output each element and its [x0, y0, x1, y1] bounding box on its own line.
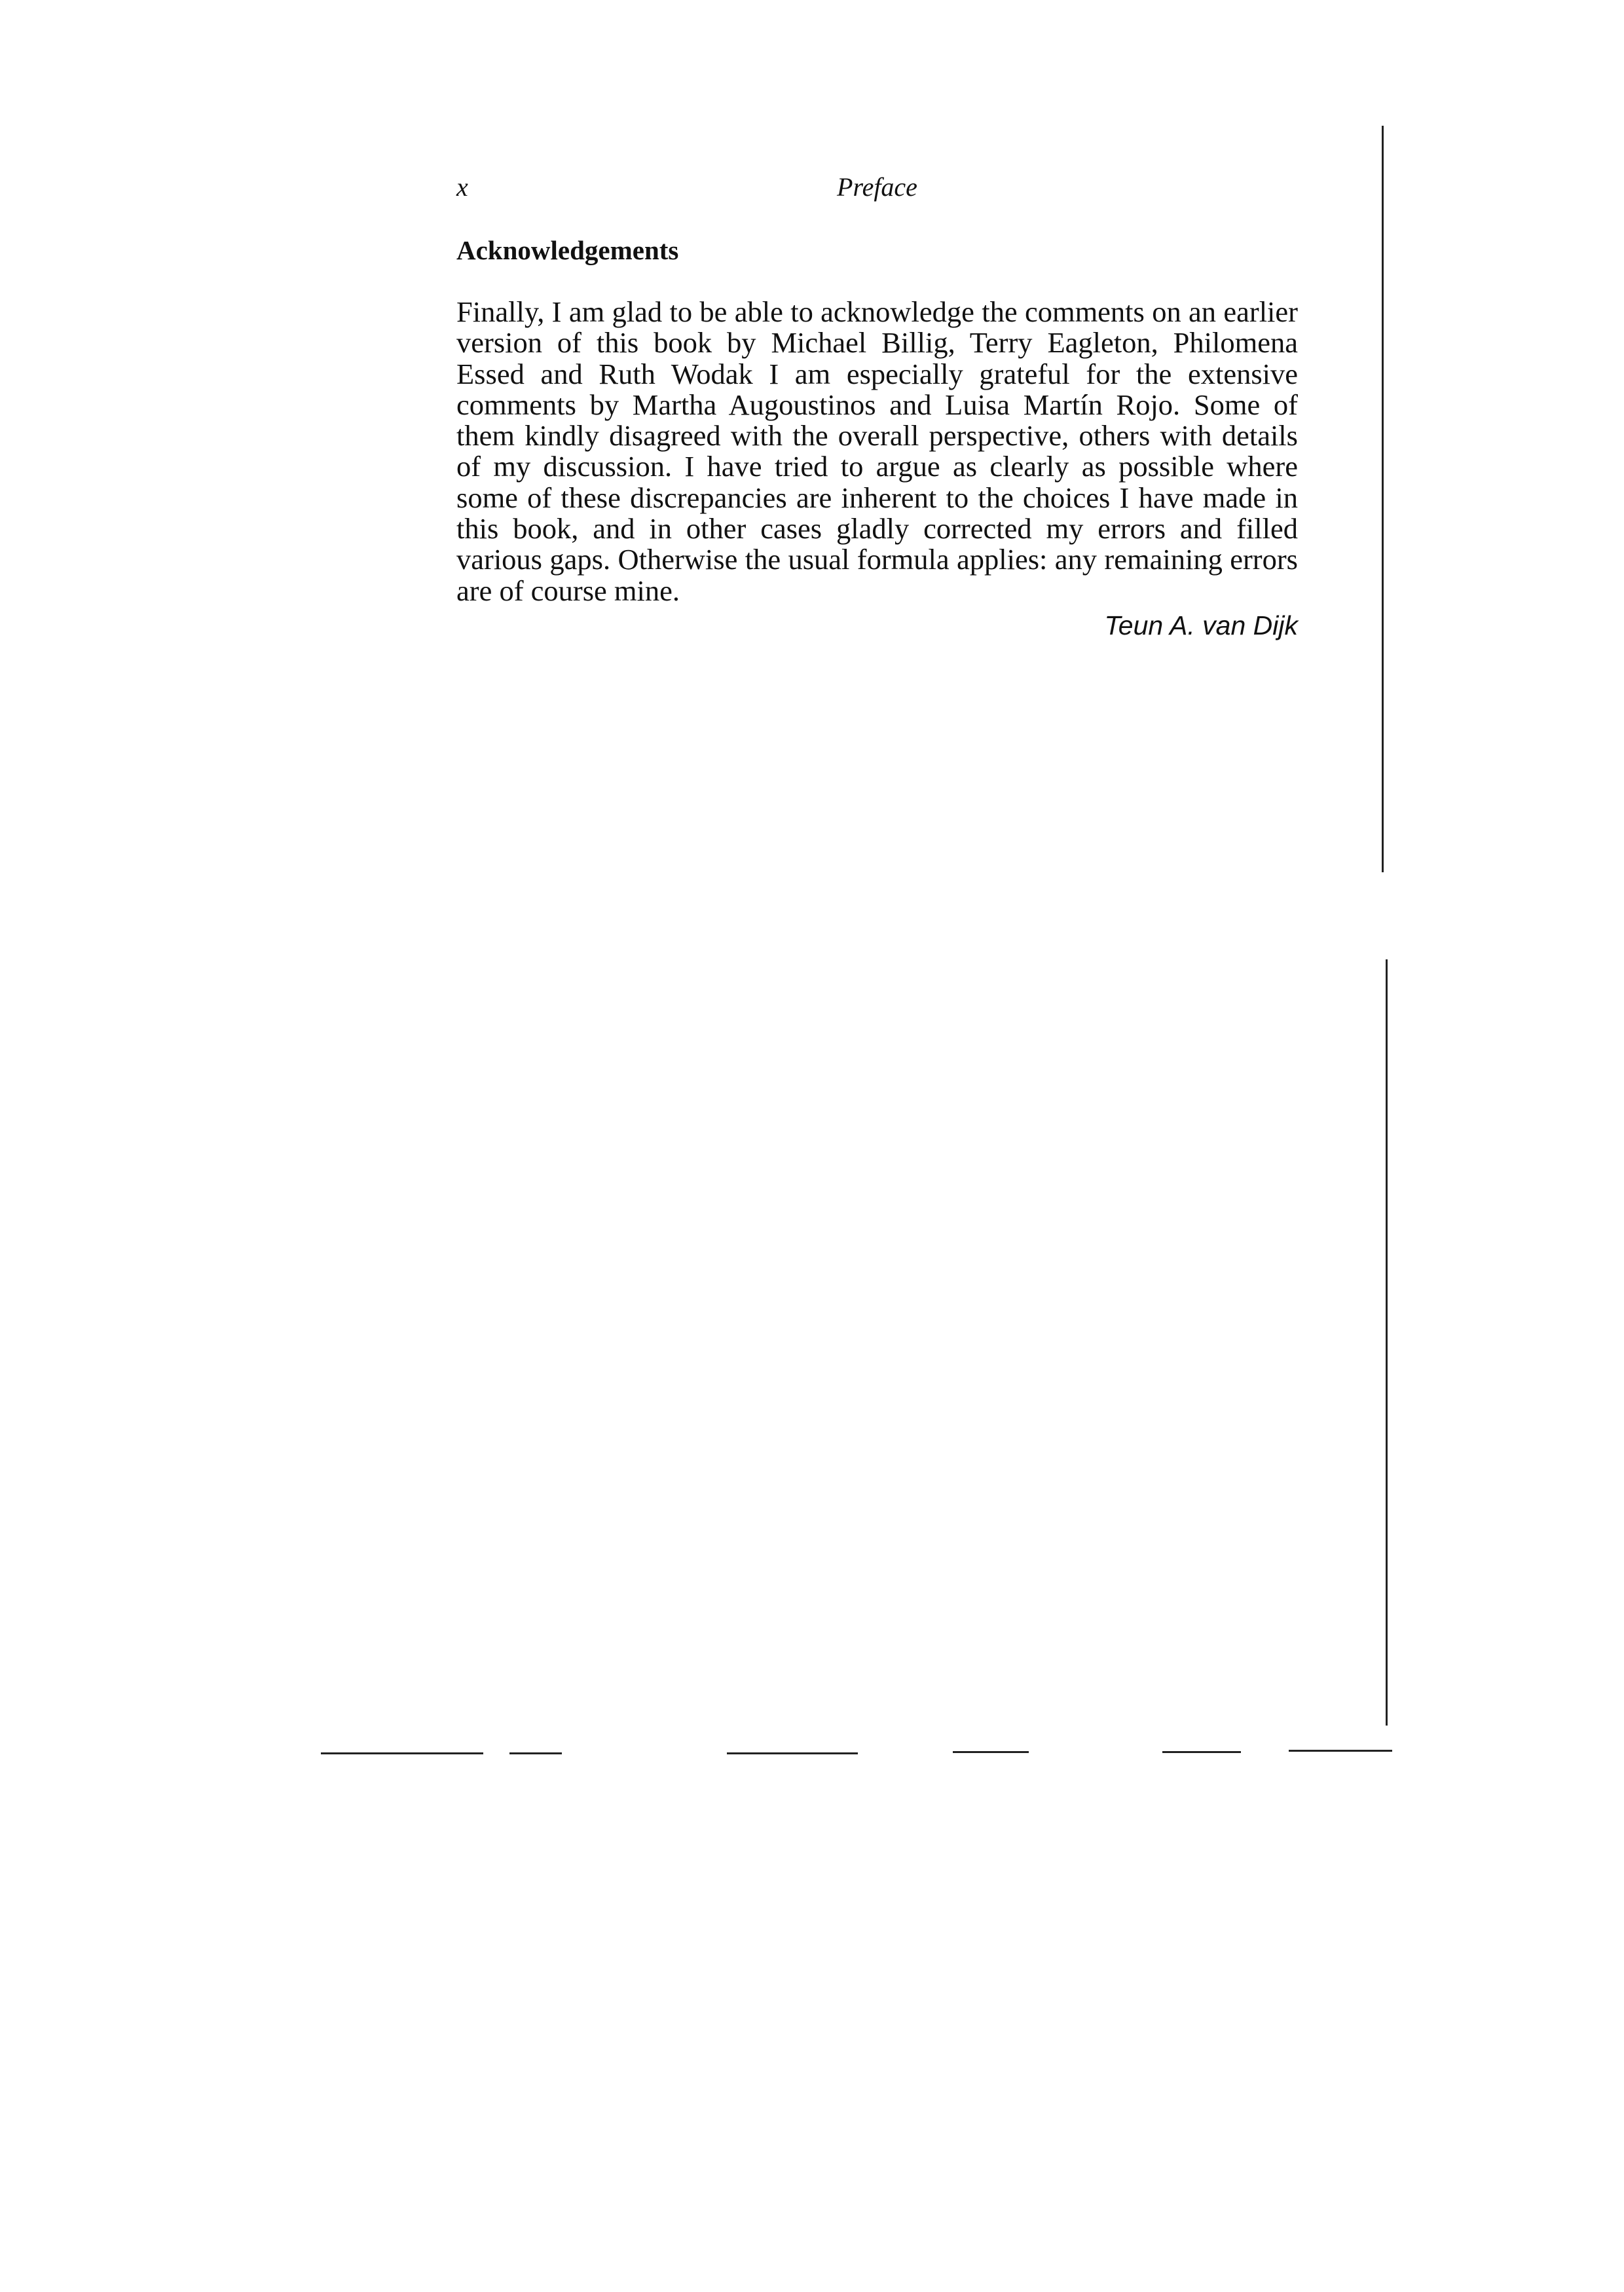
running-title: Preface: [837, 172, 917, 202]
author-signature: Teun A. van Dijk: [1104, 610, 1298, 640]
crop-mark-line: [1162, 1751, 1241, 1753]
acknowledgements-paragraph: Finally, I am glad to be able to acknowledge the comments on an earlier version of this book by Michael Billig, Terry Eagleton, Philomena Essed and Ruth Wodak I am especially grateful for the extensive comments by Martha Augoustinos and Luisa Martín Rojo. Some of them kindly disagreed with the overall perspective, others with details of my discussion. I have tried to argue as clearly as possible where some of these discrepancies are inherent to the choices I have made in this book, and in other cases gladly corrected my errors and filled various gaps. Otherwise the usual formula applies: any remaining errors are of course mine.: [456, 295, 1298, 607]
running-head: [456, 172, 1298, 211]
page-number: x: [456, 172, 468, 202]
crop-mark-line: [953, 1751, 1029, 1753]
crop-mark-line: [509, 1752, 562, 1754]
page-edge-line-upper: [1382, 126, 1384, 872]
crop-mark-line: [1289, 1750, 1392, 1752]
crop-mark-line: [321, 1752, 483, 1754]
page-edge-line-lower: [1386, 959, 1388, 1726]
crop-mark-line: [727, 1752, 858, 1754]
section-heading: Acknowledgements: [456, 235, 679, 265]
